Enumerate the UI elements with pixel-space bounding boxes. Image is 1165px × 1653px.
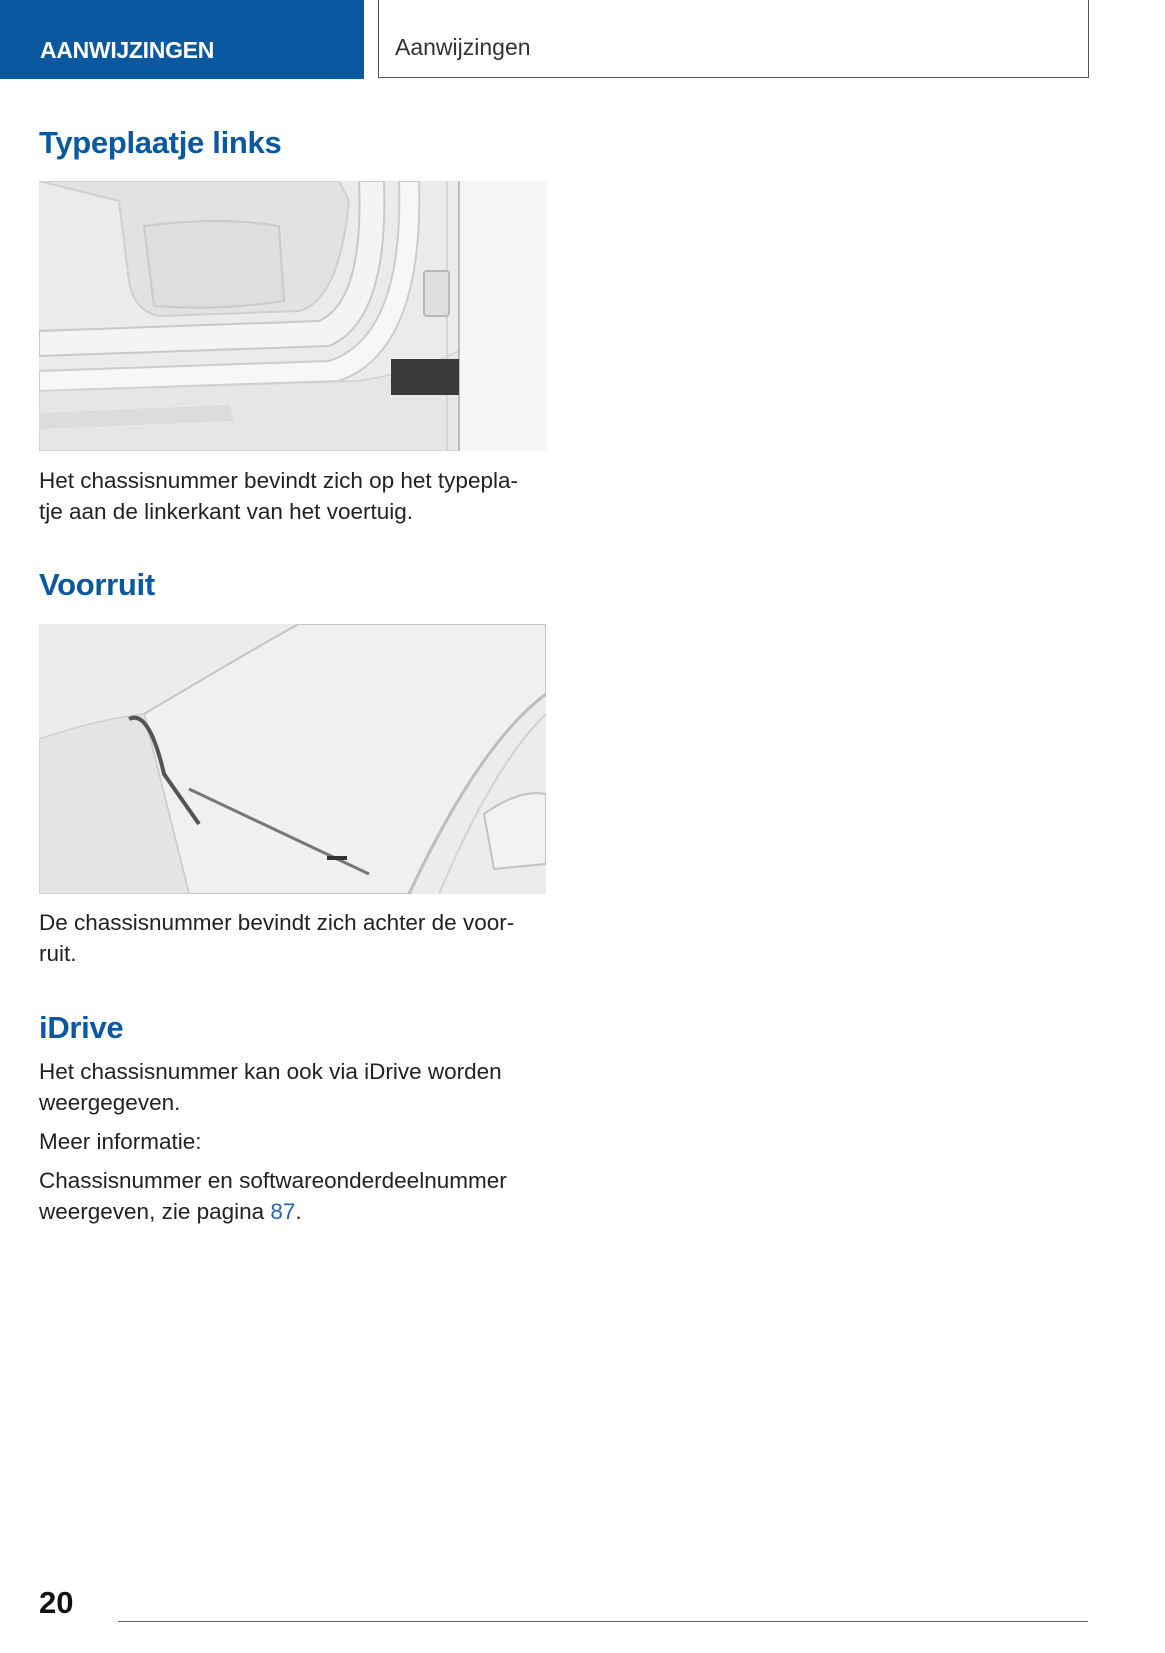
idrive-reference: Chassisnummer en softwareonderdeelnummer weergeven, zie pagina 87. <box>39 1168 507 1224</box>
idrive-text: Het chassisnummer kan ook via iDrive worden weergegeven. <box>39 1059 502 1115</box>
footer-rule <box>118 1621 1088 1622</box>
heading-voorruit: Voorruit <box>39 567 155 602</box>
section-tab: AANWIJZINGEN <box>0 0 364 79</box>
more-info-label: Meer informatie: <box>39 1129 202 1154</box>
typeplaatje-text: Het chassisnummer bevindt zich op het typepla- tje aan de linkerkant van het voertuig. <box>39 468 518 524</box>
type-plate-illustration <box>39 181 546 451</box>
section-title: Aanwijzingen <box>378 0 1089 78</box>
heading-typeplaatje: Typeplaatje links <box>39 125 282 160</box>
heading-idrive: iDrive <box>39 1010 124 1045</box>
page-reference-link[interactable]: 87 <box>270 1199 296 1224</box>
page-number: 20 <box>39 1585 74 1620</box>
windshield-illustration <box>39 624 546 894</box>
voorruit-text: De chassisnummer bevindt zich achter de voor- ruit. <box>39 910 515 966</box>
